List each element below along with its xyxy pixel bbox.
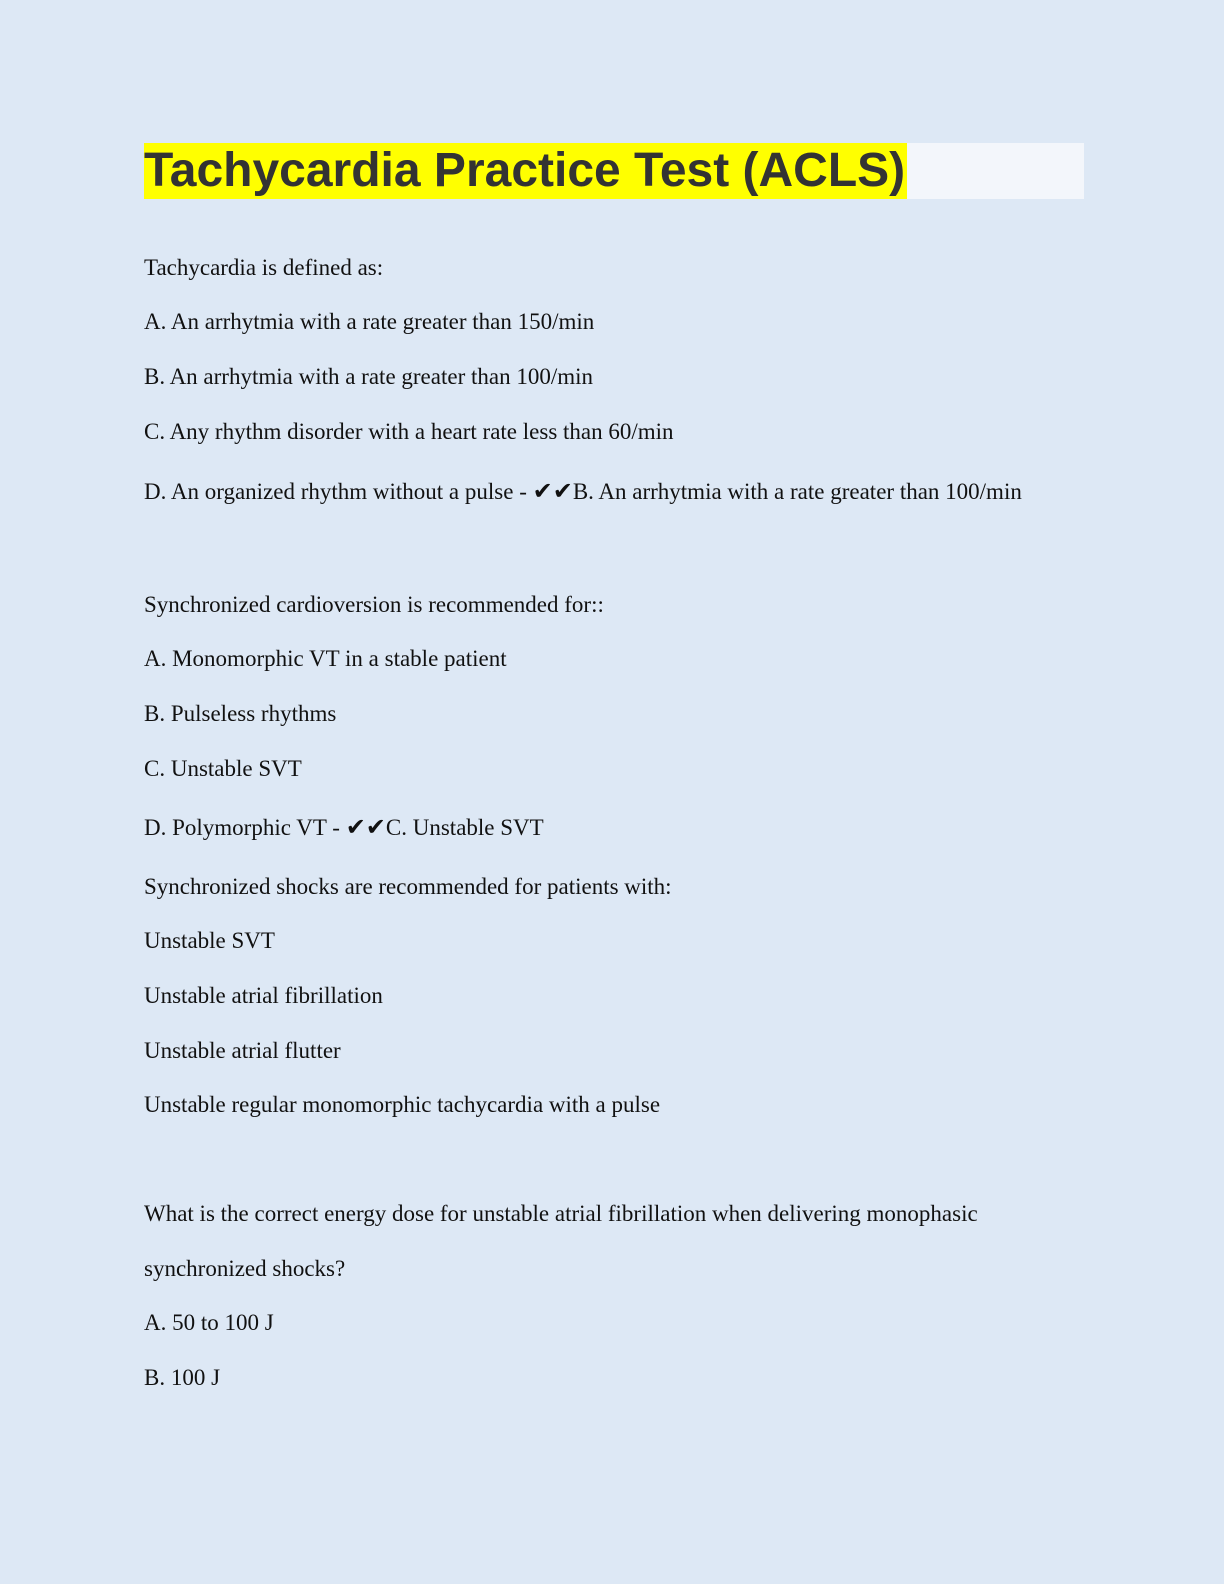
question-3-item-2: Unstable atrial fibrillation	[144, 983, 383, 1008]
question-1-option-d-row	[144, 476, 1022, 507]
question-2-answer: C. Unstable SVT	[385, 815, 544, 840]
question-4-text-line-2: synchronized shocks?	[144, 1256, 346, 1281]
question-1-text: Tachycardia is defined as:	[144, 255, 384, 280]
question-1-option-d: D. An organized rhythm without a pulse -	[144, 479, 533, 504]
question-2-text: Synchronized cardioversion is recommended for::	[144, 592, 604, 617]
question-1-option-b: B. An arrhytmia with a rate greater than 100/min	[144, 364, 594, 389]
check-mark-icon: ✔✔	[532, 477, 573, 505]
question-3-text: Synchronized shocks are recommended for patients with:	[144, 874, 672, 899]
question-3-item-1: Unstable SVT	[144, 928, 275, 953]
question-3-item-4: Unstable regular monomorphic tachycardia with a pulse	[144, 1092, 661, 1117]
question-4-text-line-1: What is the correct energy dose for unstable atrial fibrillation when delivering monophasic	[144, 1201, 978, 1226]
question-2-option-d-row	[144, 812, 544, 843]
question-1-option-c: C. Any rhythm disorder with a heart rate less than 60/min	[144, 419, 674, 444]
question-2-option-a: A. Monomorphic VT in a stable patient	[144, 646, 507, 671]
question-2-option-c: C. Unstable SVT	[144, 756, 302, 781]
check-mark-icon: ✔✔	[345, 813, 386, 841]
question-3-item-3: Unstable atrial flutter	[144, 1038, 341, 1063]
page-title: Tachycardia Practice Test (ACLS)	[144, 144, 906, 197]
question-4-option-b: B. 100 J	[144, 1365, 221, 1390]
question-1-option-a: A. An arrhytmia with a rate greater than 150/min	[144, 309, 595, 334]
question-2-option-b: B. Pulseless rhythms	[144, 701, 337, 726]
question-1-answer: B. An arrhytmia with a rate greater than 100/min	[572, 479, 1022, 504]
question-2-option-d: D. Polymorphic VT -	[144, 815, 346, 840]
question-4-option-a: A. 50 to 100 J	[144, 1310, 274, 1335]
